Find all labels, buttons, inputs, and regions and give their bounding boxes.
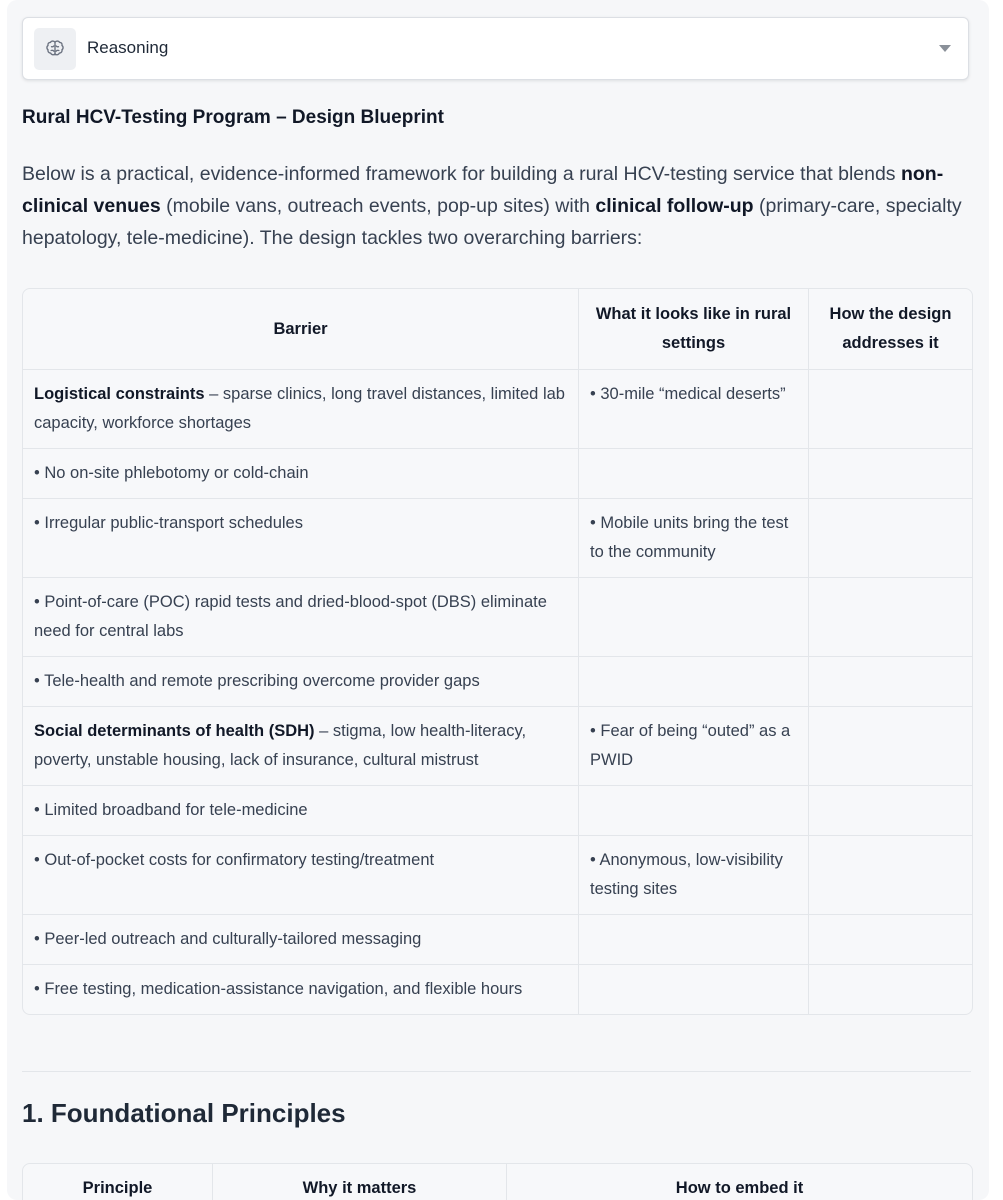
reasoning-accordion[interactable] bbox=[22, 17, 969, 80]
barrier-cell bbox=[23, 370, 579, 449]
design-response-cell bbox=[809, 786, 972, 836]
barrier-cell bbox=[23, 836, 579, 915]
intro-text: (primary-care, specialty hepatology, tele-medicine). The design tackles two overarching barriers: bbox=[22, 195, 962, 249]
column-header-barrier: Barrier bbox=[23, 289, 579, 370]
barrier-cell bbox=[23, 578, 579, 657]
table-row bbox=[23, 915, 972, 965]
barrier-cell bbox=[23, 449, 579, 499]
table-row bbox=[23, 499, 972, 578]
barrier-cell-text: • No on-site phlebotomy or cold-chain bbox=[34, 464, 309, 482]
barrier-cell-text: • Tele-health and remote prescribing overcome provider gaps bbox=[34, 672, 480, 690]
barrier-cell bbox=[23, 965, 579, 1014]
design-response-cell bbox=[809, 965, 972, 1014]
design-response-cell bbox=[809, 657, 972, 707]
section-divider bbox=[22, 1071, 971, 1072]
table-header-row bbox=[23, 289, 972, 370]
table-row bbox=[23, 786, 972, 836]
rural-settings-cell: • Mobile units bring the test to the community bbox=[579, 499, 809, 578]
principles-table bbox=[22, 1163, 973, 1200]
document-title: Rural HCV-Testing Program – Design Blueprint bbox=[22, 107, 444, 128]
barrier-cell-text: – stigma, low health-literacy, poverty, unstable housing, lack of insurance, cultural mistrust bbox=[34, 722, 527, 769]
rural-settings-cell bbox=[579, 965, 809, 1014]
intro-bold-text: non-clinical venues bbox=[22, 163, 944, 217]
rural-settings-cell bbox=[579, 657, 809, 707]
barrier-cell bbox=[23, 707, 579, 786]
table-row bbox=[23, 449, 972, 499]
table-row bbox=[23, 370, 972, 449]
barrier-cell-text: • Peer-led outreach and culturally-tailored messaging bbox=[34, 930, 422, 948]
rural-settings-cell bbox=[579, 915, 809, 965]
barrier-cell-text: • Free testing, medication-assistance navigation, and flexible hours bbox=[34, 980, 523, 998]
rural-settings-cell bbox=[579, 786, 809, 836]
column-header-design-response: How the design addresses it bbox=[809, 289, 972, 370]
table-row bbox=[23, 707, 972, 786]
table-row bbox=[23, 836, 972, 915]
barrier-cell bbox=[23, 786, 579, 836]
brain-icon bbox=[34, 28, 76, 70]
rural-settings-cell: • Anonymous, low-visibility testing sites bbox=[579, 836, 809, 915]
reasoning-label: Reasoning bbox=[87, 38, 169, 57]
rural-settings-cell: • 30-mile “medical deserts” bbox=[579, 370, 809, 449]
design-response-cell bbox=[809, 578, 972, 657]
intro-bold-text: clinical follow-up bbox=[595, 195, 754, 217]
barrier-category-label: Logistical constraints bbox=[34, 385, 205, 403]
barrier-cell-text: • Point-of-care (POC) rapid tests and dried-blood-spot (DBS) eliminate need for central labs bbox=[34, 593, 547, 640]
intro-text: Below is a practical, evidence-informed framework for building a rural HCV-testing service that blends bbox=[22, 163, 901, 185]
design-response-cell bbox=[809, 707, 972, 786]
intro-paragraph bbox=[22, 158, 970, 254]
barrier-cell-text: • Irregular public-transport schedules bbox=[34, 514, 303, 532]
table-row bbox=[23, 965, 972, 1014]
barrier-cell-text: • Out-of-pocket costs for confirmatory testing/treatment bbox=[34, 851, 435, 869]
barrier-cell bbox=[23, 915, 579, 965]
barrier-cell-text: • Limited broadband for tele-medicine bbox=[34, 801, 308, 819]
column-header-principle: Principle bbox=[23, 1164, 213, 1200]
column-header-rural-settings: What it looks like in rural settings bbox=[579, 289, 809, 370]
table-row bbox=[23, 578, 972, 657]
barrier-cell-text: – sparse clinics, long travel distances, limited lab capacity, workforce shortages bbox=[34, 385, 565, 432]
design-response-cell bbox=[809, 499, 972, 578]
design-response-cell bbox=[809, 449, 972, 499]
rural-settings-cell bbox=[579, 449, 809, 499]
barrier-category-label: Social determinants of health (SDH) bbox=[34, 722, 315, 740]
intro-text: (mobile vans, outreach events, pop-up sites) with bbox=[160, 195, 596, 217]
table-header-row bbox=[23, 1164, 972, 1200]
table-row bbox=[23, 657, 972, 707]
section-heading-principles: 1. Foundational Principles bbox=[22, 1098, 346, 1128]
barrier-table-body bbox=[23, 370, 972, 1014]
barrier-table bbox=[22, 288, 973, 1015]
chevron-down-icon[interactable] bbox=[939, 45, 951, 52]
rural-settings-cell: • Fear of being “outed” as a PWID bbox=[579, 707, 809, 786]
chat-response-panel bbox=[7, 0, 989, 1200]
rural-settings-cell bbox=[579, 578, 809, 657]
barrier-cell bbox=[23, 657, 579, 707]
column-header-why-it-matters: Why it matters bbox=[213, 1164, 507, 1200]
column-header-how-to-embed: How to embed it bbox=[507, 1164, 972, 1200]
design-response-cell bbox=[809, 915, 972, 965]
design-response-cell bbox=[809, 836, 972, 915]
design-response-cell bbox=[809, 370, 972, 449]
barrier-cell bbox=[23, 499, 579, 578]
